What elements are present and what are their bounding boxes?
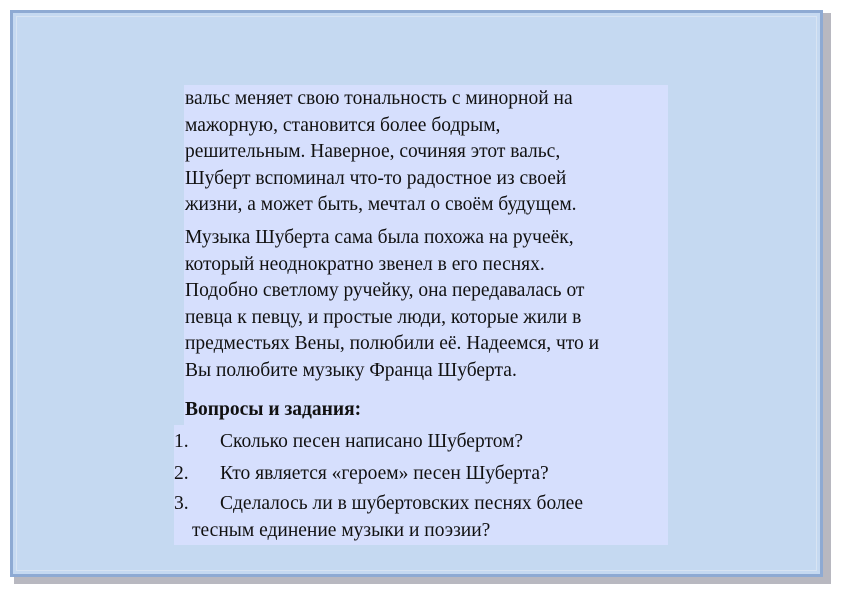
- question-number: 1.: [174, 431, 189, 452]
- question-text: Сколько песен написано Шубертом?: [220, 431, 524, 452]
- text-panel: [174, 85, 668, 545]
- question-number: 2.: [174, 463, 189, 484]
- question-text: Кто является «героем» песен Шуберта?: [220, 463, 549, 484]
- paragraph-music-stream: Музыка Шуберта сама была похожа на ручеёк, который неоднократно звенел в его песнях. Подобно светлому ручейку, она передавалась от певца к певцу, и простые люди, которые жили в предместьях Вены, полюбили её. Надеемся, что и Вы полюбите музыку Франца Шуберта.: [185, 227, 600, 381]
- question-text-continuation: тесным единение музыки и поэзии?: [192, 520, 491, 541]
- questions-heading: Вопросы и задания:: [185, 399, 362, 420]
- paragraph-waltz: вальс меняет свою тональность с минорной на мажорную, становится более бодрым, решительным. Наверное, сочиняя этот вальс, Шуберт вспоминал что-то радостное из своей жизни, а может быть, мечтал о своём будущем.: [185, 88, 577, 215]
- question-text: Сделалось ли в шубертовских песнях более: [220, 493, 583, 514]
- question-number: 3.: [174, 493, 189, 514]
